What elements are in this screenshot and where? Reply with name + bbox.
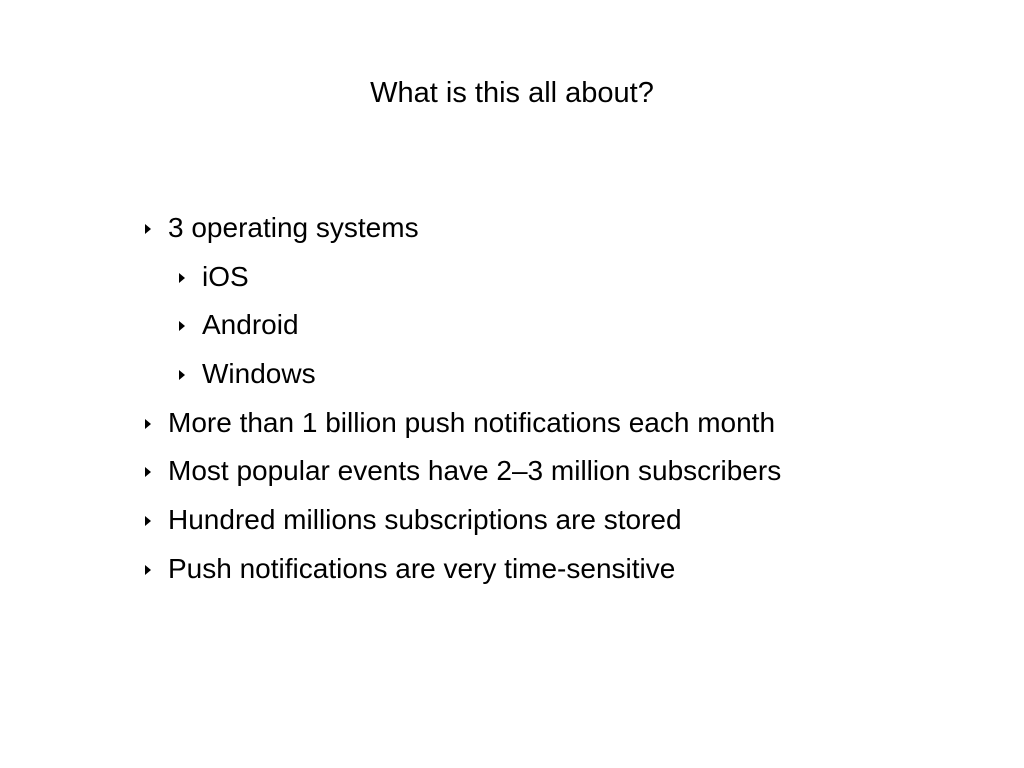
bullet-text: Hundred millions subscriptions are stored [168, 504, 682, 536]
sub-bullet-item-ios [0, 255, 1024, 304]
bullet-text: iOS [202, 260, 249, 292]
sub-bullet-item-windows [0, 352, 1024, 401]
triangle-bullet-icon [145, 516, 151, 526]
triangle-bullet-icon [145, 565, 151, 575]
triangle-bullet-icon [179, 370, 185, 380]
bullet-item-subscriptions-stored [0, 498, 1024, 547]
bullet-item-push-volume [0, 401, 1024, 450]
bullet-text: Most popular events have 2–3 million subscribers [168, 455, 782, 487]
bullet-text: Push notifications are very time-sensitive [168, 552, 676, 584]
bullet-item-time-sensitive [0, 547, 1024, 596]
slide-title: What is this all about? [370, 77, 654, 109]
triangle-bullet-icon [145, 419, 151, 429]
triangle-bullet-icon [145, 224, 151, 234]
bullet-text: More than 1 billion push notifications each month [168, 406, 776, 438]
sub-bullet-item-android [0, 303, 1024, 352]
bullet-text: 3 operating systems [168, 212, 419, 243]
triangle-bullet-icon [179, 273, 185, 283]
bullet-list [0, 206, 1024, 596]
bullet-item-operating-systems [0, 206, 1024, 255]
bullet-text: Android [202, 309, 299, 341]
bullet-item-popular-events [0, 449, 1024, 498]
triangle-bullet-icon [145, 467, 151, 477]
bullet-text: Windows [202, 358, 316, 390]
triangle-bullet-icon [179, 321, 185, 331]
